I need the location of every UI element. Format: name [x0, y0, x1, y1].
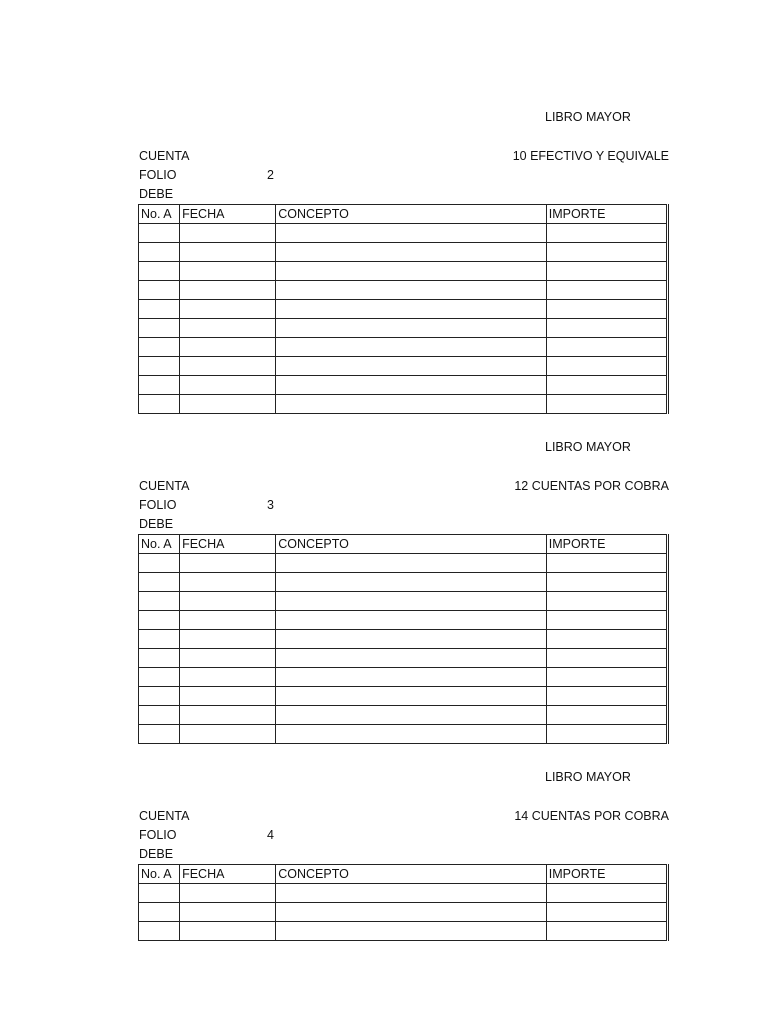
cell-concepto — [276, 281, 547, 300]
table-row — [139, 224, 668, 243]
cell-importe — [546, 592, 667, 611]
table-row — [139, 630, 668, 649]
cell-fecha — [180, 687, 276, 706]
table-row — [139, 706, 668, 725]
cell-concepto — [276, 630, 547, 649]
cell-no-a — [139, 319, 180, 338]
table-row — [139, 262, 668, 281]
cell-fecha — [180, 224, 276, 243]
ledger-section — [138, 438, 669, 744]
header-no-a: No. A — [139, 205, 180, 224]
cell-fecha — [180, 243, 276, 262]
table-row — [139, 611, 668, 630]
cell-no-a — [139, 554, 180, 573]
header-row — [139, 205, 668, 224]
cell-importe — [546, 884, 667, 903]
cell-fecha — [180, 262, 276, 281]
cell-concepto — [276, 884, 547, 903]
ledger-table — [138, 534, 669, 744]
cell-concepto — [276, 262, 547, 281]
cell-importe — [546, 224, 667, 243]
cell-concepto — [276, 725, 547, 744]
cell-fecha — [180, 338, 276, 357]
cell-fecha — [180, 649, 276, 668]
header-row — [139, 535, 668, 554]
cell-fecha — [180, 668, 276, 687]
table-row — [139, 319, 668, 338]
header-concepto: CONCEPTO — [276, 865, 547, 884]
ledger-section — [138, 108, 669, 414]
cell-importe — [546, 668, 667, 687]
cell-no-a — [139, 338, 180, 357]
table-row — [139, 903, 668, 922]
cell-importe — [546, 243, 667, 262]
cuenta-label: CUENTA — [139, 809, 190, 823]
cell-no-a — [139, 224, 180, 243]
cell-importe — [546, 649, 667, 668]
debe-label: DEBE — [139, 187, 174, 201]
header-importe: IMPORTE — [546, 535, 667, 554]
ledger-title: LIBRO MAYOR — [545, 110, 631, 124]
cell-fecha — [180, 300, 276, 319]
cell-concepto — [276, 903, 547, 922]
header-no-a: No. A — [139, 865, 180, 884]
table-row — [139, 649, 668, 668]
cell-importe — [546, 376, 667, 395]
cell-no-a — [139, 592, 180, 611]
table-row — [139, 281, 668, 300]
cell-no-a — [139, 300, 180, 319]
cell-importe — [546, 630, 667, 649]
cell-fecha — [180, 281, 276, 300]
cuenta-label: CUENTA — [139, 479, 190, 493]
cell-no-a — [139, 725, 180, 744]
header-importe: IMPORTE — [546, 205, 667, 224]
table-row — [139, 687, 668, 706]
cell-concepto — [276, 338, 547, 357]
cell-importe — [546, 357, 667, 376]
table-row — [139, 668, 668, 687]
cell-concepto — [276, 376, 547, 395]
cell-importe — [546, 573, 667, 592]
cell-concepto — [276, 687, 547, 706]
folio-label: FOLIO — [139, 168, 177, 182]
cell-concepto — [276, 554, 547, 573]
header-concepto: CONCEPTO — [276, 535, 547, 554]
cell-no-a — [139, 903, 180, 922]
cell-no-a — [139, 262, 180, 281]
cell-concepto — [276, 922, 547, 941]
cell-importe — [546, 611, 667, 630]
cuenta-value: 14 CUENTAS POR COBRA — [514, 809, 669, 823]
cell-no-a — [139, 668, 180, 687]
debe-label: DEBE — [139, 517, 174, 531]
cell-fecha — [180, 630, 276, 649]
cell-no-a — [139, 395, 180, 414]
cell-no-a — [139, 376, 180, 395]
cell-fecha — [180, 554, 276, 573]
ledger-title: LIBRO MAYOR — [545, 440, 631, 454]
cell-fecha — [180, 319, 276, 338]
cell-concepto — [276, 357, 547, 376]
cell-fecha — [180, 357, 276, 376]
table-row — [139, 592, 668, 611]
cell-fecha — [180, 903, 276, 922]
ledger-table — [138, 204, 669, 414]
cell-fecha — [180, 884, 276, 903]
cell-fecha — [180, 376, 276, 395]
table-row — [139, 884, 668, 903]
cuenta-value: 12 CUENTAS POR COBRA — [514, 479, 669, 493]
cell-importe — [546, 281, 667, 300]
ledger-section — [138, 768, 669, 941]
cell-concepto — [276, 224, 547, 243]
cell-concepto — [276, 592, 547, 611]
cell-concepto — [276, 706, 547, 725]
cell-importe — [546, 706, 667, 725]
header-fecha: FECHA — [180, 205, 276, 224]
table-row — [139, 395, 668, 414]
cell-no-a — [139, 573, 180, 592]
cell-no-a — [139, 611, 180, 630]
cell-concepto — [276, 395, 547, 414]
folio-label: FOLIO — [139, 498, 177, 512]
cell-fecha — [180, 611, 276, 630]
cell-concepto — [276, 243, 547, 262]
cuenta-value: 10 EFECTIVO Y EQUIVALE — [512, 149, 669, 163]
cell-importe — [546, 903, 667, 922]
cell-importe — [546, 922, 667, 941]
header-row — [139, 865, 668, 884]
debe-label: DEBE — [139, 847, 174, 861]
cell-no-a — [139, 649, 180, 668]
table-row — [139, 573, 668, 592]
cuenta-label: CUENTA — [139, 149, 190, 163]
folio-value: 4 — [267, 828, 274, 842]
table-row — [139, 922, 668, 941]
cell-importe — [546, 262, 667, 281]
folio-value: 3 — [267, 498, 274, 512]
cell-fecha — [180, 725, 276, 744]
table-row — [139, 243, 668, 262]
header-importe: IMPORTE — [546, 865, 667, 884]
header-no-a: No. A — [139, 535, 180, 554]
cell-no-a — [139, 243, 180, 262]
cell-fecha — [180, 592, 276, 611]
cell-concepto — [276, 611, 547, 630]
cell-concepto — [276, 319, 547, 338]
folio-value: 2 — [267, 168, 274, 182]
ledger-table — [138, 864, 669, 941]
cell-concepto — [276, 573, 547, 592]
cell-importe — [546, 300, 667, 319]
cell-no-a — [139, 281, 180, 300]
cell-fecha — [180, 573, 276, 592]
cell-importe — [546, 395, 667, 414]
cell-no-a — [139, 884, 180, 903]
cell-no-a — [139, 630, 180, 649]
cell-importe — [546, 554, 667, 573]
header-concepto: CONCEPTO — [276, 205, 547, 224]
table-row — [139, 338, 668, 357]
cell-importe — [546, 725, 667, 744]
cell-concepto — [276, 668, 547, 687]
ledger-title: LIBRO MAYOR — [545, 770, 631, 784]
cell-concepto — [276, 300, 547, 319]
header-fecha: FECHA — [180, 865, 276, 884]
cell-importe — [546, 319, 667, 338]
cell-fecha — [180, 395, 276, 414]
cell-concepto — [276, 649, 547, 668]
table-row — [139, 725, 668, 744]
table-row — [139, 376, 668, 395]
folio-label: FOLIO — [139, 828, 177, 842]
cell-no-a — [139, 687, 180, 706]
cell-fecha — [180, 922, 276, 941]
cell-no-a — [139, 922, 180, 941]
table-row — [139, 357, 668, 376]
cell-importe — [546, 687, 667, 706]
cell-importe — [546, 338, 667, 357]
header-fecha: FECHA — [180, 535, 276, 554]
cell-no-a — [139, 357, 180, 376]
table-row — [139, 554, 668, 573]
table-row — [139, 300, 668, 319]
cell-no-a — [139, 706, 180, 725]
cell-fecha — [180, 706, 276, 725]
